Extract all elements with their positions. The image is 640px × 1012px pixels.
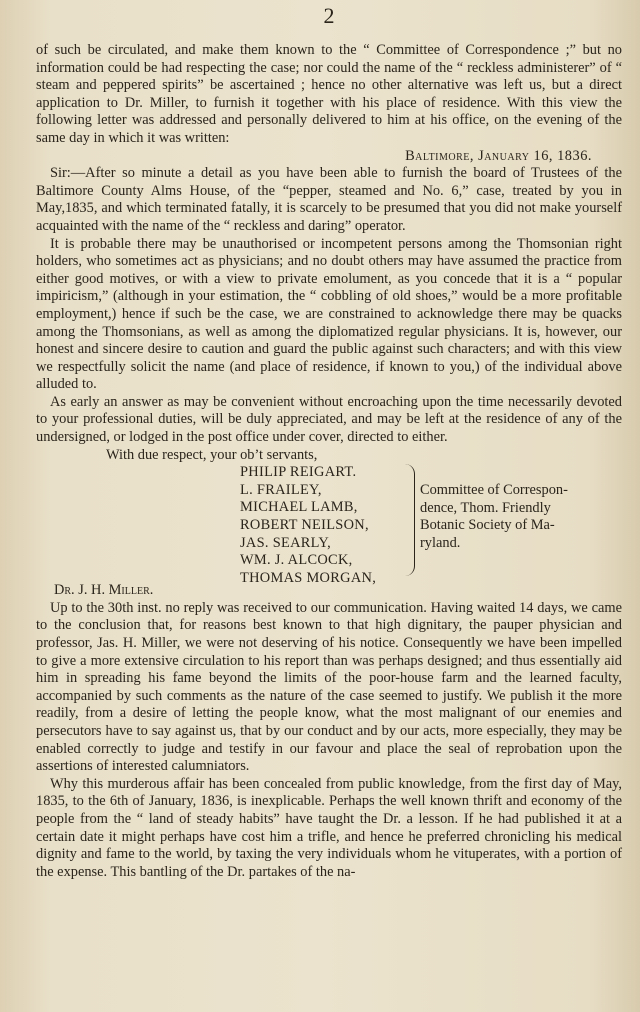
committee-line: Botanic Society of Ma- <box>420 517 555 534</box>
letter-paragraph-2: It is probable there may be unauthorised or incompetent persons among the Thomsonian right holders, who sometimes act as physicians; and no doubt others may have assumed the practice from either good motives, or with a view to private emolument, as you concede that it is a “ popular impiricism,” (although in your estimation, the “ cobbling of old shoes,” would be a more profitable employment,) hence if such be the case, we are constrained to acknowledge there may be quacks among the Thomsonians, as well as among the diplomatized regular physicians. It is, however, our honest and sincere desire to caution and guard the public against such characters; and with this view we respectfully solicit the name (and place of residence, if known to you,) of the individual above alluded to. <box>36 235 622 393</box>
letter-paragraph-1: Sir:—After so minute a detail as you have been able to furnish the board of Trustees of the Baltimore County Alms House, of the “pepper, steamed and No. 6,” case, treated by you in May,1835, and which terminated fatally, it is scarcely to be presumed that you did not make yourself acquainted with the name of the “ reckless and daring” operator. <box>36 165 622 234</box>
signer-name: THOMAS MORGAN, <box>240 569 377 586</box>
committee-line: dence, Thom. Friendly <box>420 499 551 516</box>
committee-line: ryland. <box>420 535 461 552</box>
brace-divider <box>404 464 415 576</box>
letter-dateline: Baltimore, January 16, 1836. <box>405 147 592 164</box>
body-paragraph-2: Why this murderous affair has been concealed from public knowledge, from the first day of May, 1835, to the 6th of January, 1836, is inexplicable. Perhaps the well known thrift and economy of the people from the “ land of steady habits” have taught the Dr. a lesson. If he had published it at a certain date it might perhaps have cost him a trifle, and hence he preferred chronicling his medical dignity and fame to the world, by taxing the very individuals whom he vituperates, with a portion of the expense. This bantling of the Dr. partakes of the na- <box>36 775 622 880</box>
signer-name: PHILIP REIGART. <box>240 464 357 481</box>
body-paragraph-1: Up to the 30th inst. no reply was received to our communication. Having waited 14 days, we came to the conclusion that, for reasons best known to that high dignitary, the pauper physician and professor, Jas. H. Miller, we were not deserving of his notice. Consequently we have been impelled to give a more extensive circulation to his report than was perhaps designed; and thus essentially aid him in spreading his fame beyond the limits of the poor-house farm and the learned faculty, accompanied by such comments as the nature of the case seemed to justify. We publish it the more readily, from a desire of letting the people know, what the most malignant of our enemies and persecutors have to say against us, that by our conduct and by our acts, more especially, they may be enabled correctly to judge and testify in our favour and place the seal of reprobation upon the assertions of interested calumniators. <box>36 599 622 775</box>
signer-name: ROBERT NEILSON, <box>240 517 369 534</box>
page-number: 2 <box>323 3 335 28</box>
committee-line: Committee of Correspon- <box>420 482 568 499</box>
letter-paragraph-3: As early an answer as may be convenient without encroaching upon the time necessarily devoted to your professional duties, will be duly appreciated, and may be left at the residence of any of the undersigned, or lodged in the post office under cover, directed to either. <box>36 393 622 446</box>
signature-block <box>240 464 622 586</box>
opening-paragraph: of such be circulated, and make them known to the “ Committee of Correspondence ;” but no information could be had respecting the case; nor could the name of the “ reckless administerer” of “ steam and peppered spirits” be ascertained ; hence no other alternative was left us, but a direct application to Dr. Miller, to furnish it together with his place of residence. With this view the following letter was addressed and personally delivered to him at his office, on the evening of the same day in which it was written: <box>36 42 622 146</box>
signer-name: MICHAEL LAMB, <box>240 499 358 516</box>
signer-name: WM. J. ALCOCK, <box>240 552 353 569</box>
letter-addressee: Dr. J. H. Miller. <box>54 582 154 599</box>
signer-name: JAS. SEARLY, <box>240 534 332 551</box>
signer-list <box>240 464 376 587</box>
letter-closing: With due respect, your ob’t servants, <box>106 446 318 463</box>
committee-label <box>420 482 600 552</box>
signer-name: L. FRAILEY, <box>240 481 322 498</box>
